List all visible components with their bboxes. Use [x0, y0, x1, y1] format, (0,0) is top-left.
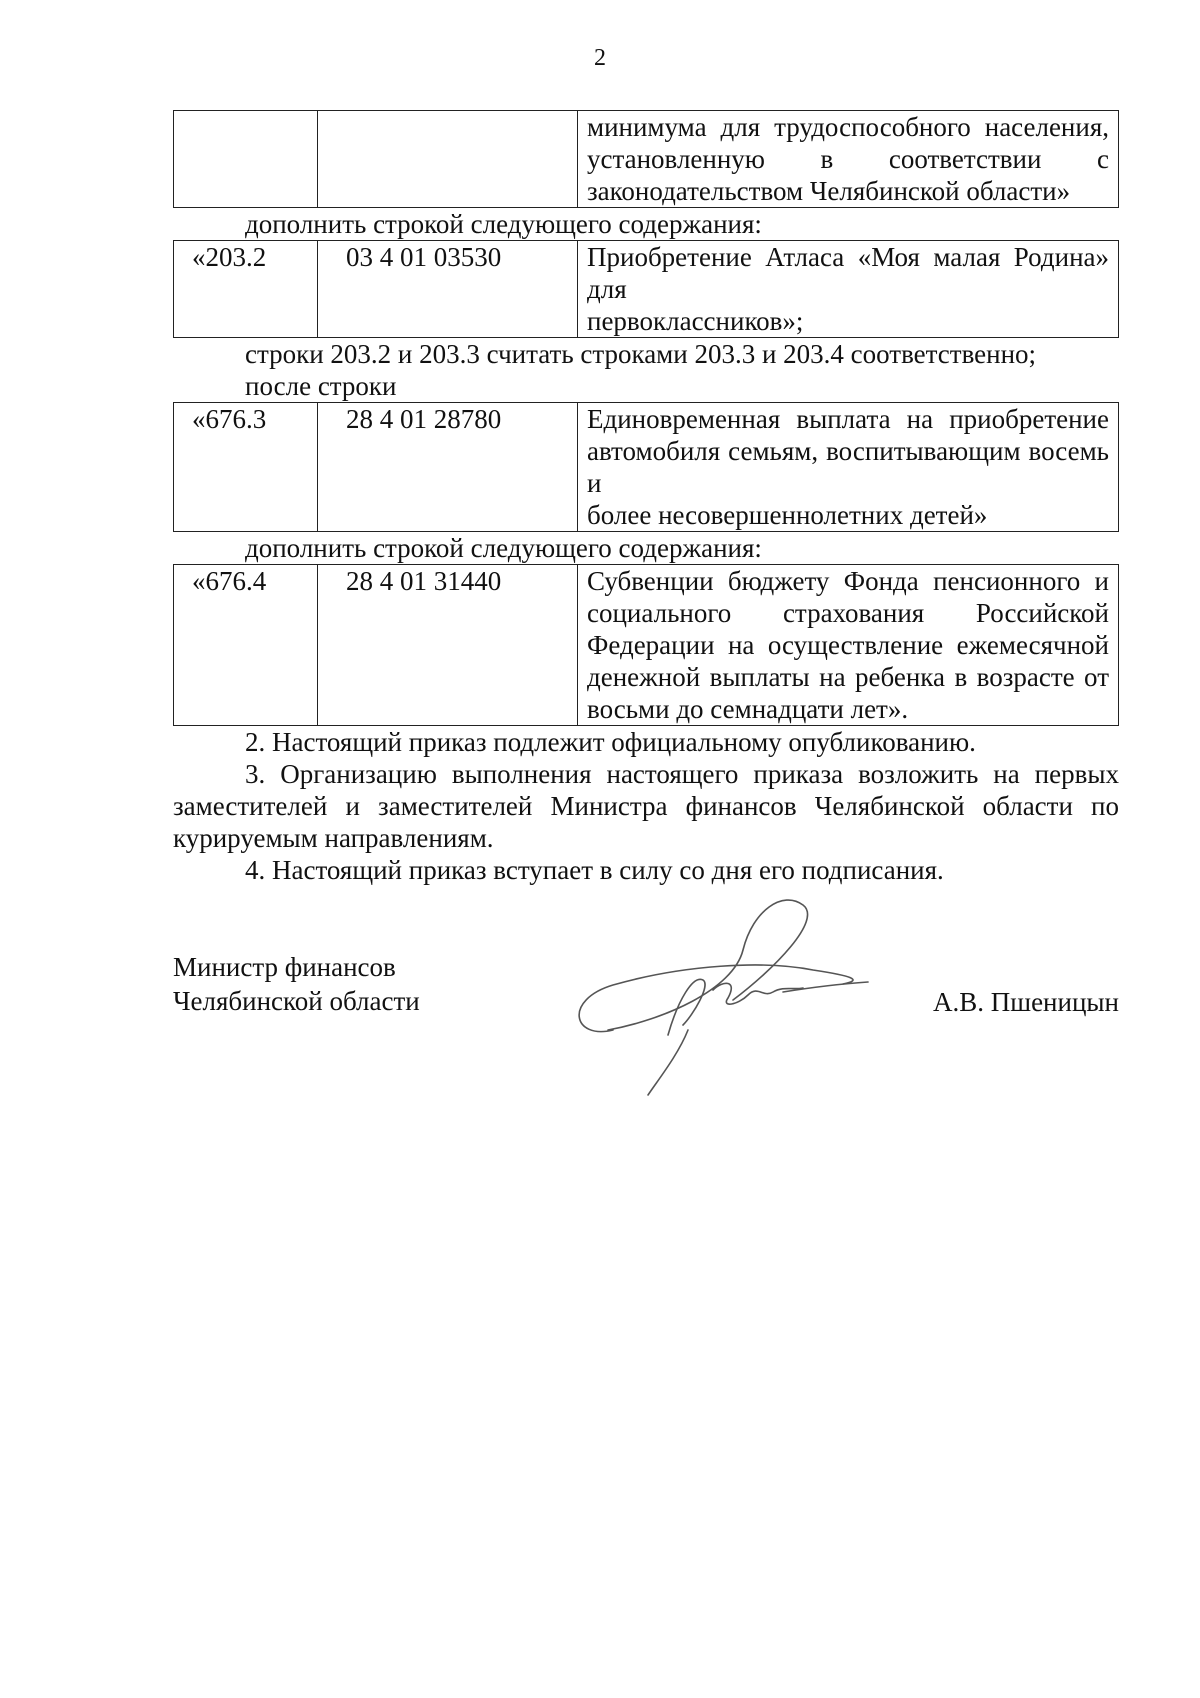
description-line: минимума для трудоспособного населения, — [587, 112, 1109, 142]
signature-block — [173, 950, 1119, 1090]
description-line: Федерации на осуществление ежемесячной — [587, 630, 1109, 660]
instruction-text: строки 203.2 и 203.3 считать строками 203.3 и 203.4 соответственно; — [245, 339, 1037, 369]
instruction-text: дополнить строкой следующего содержания: — [245, 209, 762, 239]
table-row — [174, 403, 1119, 532]
instruction-text: дополнить строкой следующего содержания: — [245, 533, 762, 563]
description-line: денежной выплаты на ребенка в возрасте от — [587, 662, 1109, 692]
table-row — [174, 111, 1119, 208]
row-number-cell — [174, 111, 318, 208]
description-cell — [578, 565, 1119, 726]
description-line: социального страхования Российской — [587, 598, 1109, 628]
description-line: законодательством Челябинской области» — [587, 176, 1071, 206]
amendment-table-4 — [173, 564, 1119, 726]
code-cell: 28 4 01 28780 — [318, 403, 578, 532]
table-row — [174, 565, 1119, 726]
paragraph-2: 2. Настоящий приказ подлежит официальному опубликованию. — [245, 727, 976, 757]
description-line: Субвенции бюджету Фонда пенсионного и — [587, 566, 1109, 596]
paragraph-3: 3. Организацию выполнения настоящего приказа возложить на первых заместителей и заместителей Министра финансов Челябинской области по курируемым направлениям. — [173, 759, 1119, 853]
page-number: 2 — [594, 45, 606, 71]
signatory-title — [173, 950, 420, 1018]
row-number-cell: «676.3 — [174, 403, 318, 532]
code-cell: 03 4 01 03530 — [318, 241, 578, 338]
instruction-text: после строки — [245, 371, 397, 401]
handwritten-signature — [553, 880, 883, 1100]
description-line: Единовременная выплата на приобретение — [587, 404, 1109, 434]
signatory-title-line: Министр финансов — [173, 952, 396, 982]
signatory-title-line: Челябинской области — [173, 986, 420, 1016]
signatory-name: А.В. Пшеницын — [933, 987, 1119, 1017]
amendment-table-3 — [173, 402, 1119, 532]
description-line: автомобиля семьям, воспитывающим восемь и — [587, 436, 1109, 498]
amendment-table-1 — [173, 110, 1119, 208]
description-line: восьми до семнадцати лет». — [587, 694, 909, 724]
document-body — [173, 110, 1119, 886]
description-line: более несовершеннолетних детей» — [587, 500, 988, 530]
description-cell — [578, 241, 1119, 338]
code-cell — [318, 111, 578, 208]
description-line: первоклассников»; — [587, 306, 804, 336]
description-line: установленную в соответствии с — [587, 144, 1109, 174]
row-number-cell: «676.4 — [174, 565, 318, 726]
table-row — [174, 241, 1119, 338]
description-cell — [578, 111, 1119, 208]
code-cell: 28 4 01 31440 — [318, 565, 578, 726]
row-number-cell: «203.2 — [174, 241, 318, 338]
description-line: Приобретение Атласа «Моя малая Родина» для — [587, 242, 1109, 304]
paragraph-4: 4. Настоящий приказ вступает в силу со дня его подписания. — [245, 855, 944, 885]
amendment-table-2 — [173, 240, 1119, 338]
description-cell — [578, 403, 1119, 532]
